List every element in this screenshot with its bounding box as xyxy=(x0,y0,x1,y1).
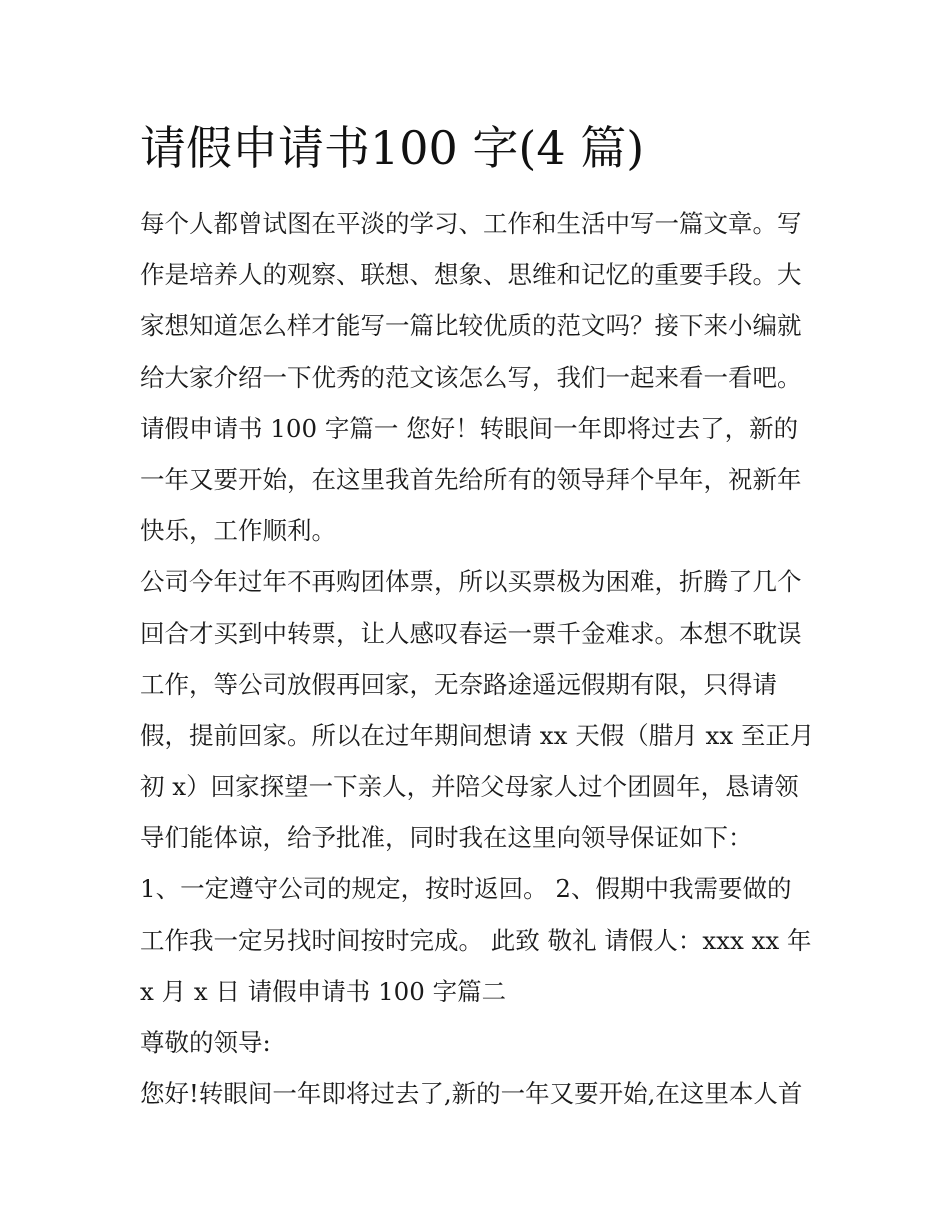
body-line: 初 x）回家探望一下亲人，并陪父母家人过个团圆年，恳请领 xyxy=(140,772,799,802)
body-line: 1、一定遵守公司的规定，按时返回。 2、假期中我需要做的 xyxy=(140,874,792,904)
body-line: x 月 x 日 请假申请书 100 字篇二 xyxy=(140,976,507,1006)
body-line: 假，提前回家。所以在过年期间想请 xx 天假（腊月 xx 至正月 xyxy=(140,720,815,750)
body-line: 给大家介绍一下优秀的范文该怎么写，我们一起来看一看吧。 xyxy=(140,362,802,392)
body-line: 公司今年过年不再购团体票，所以买票极为困难，折腾了几个 xyxy=(140,567,802,597)
body-line: 每个人都曾试图在平淡的学习、工作和生活中写一篇文章。写 xyxy=(140,209,802,238)
body-line: 请假申请书 100 字篇一 您好！转眼间一年即将过去了，新的 xyxy=(140,413,799,443)
body-line: 家想知道怎么样才能写一篇比较优质的范文吗？接下来小编就 xyxy=(140,311,802,341)
body-line: 回合才买到中转票，让人感叹春运一票千金难求。本想不耽误 xyxy=(140,618,802,648)
body-line: 尊敬的领导: xyxy=(140,1028,271,1057)
body-line: 作是培养人的观察、联想、想象、思维和记忆的重要手段。大 xyxy=(140,260,802,290)
document-body xyxy=(140,198,815,1119)
body-line: 导们能体谅，给予批准，同时我在这里向领导保证如下： xyxy=(140,823,753,853)
body-line: 您好!转眼间一年即将过去了,新的一年又要开始,在这里本人首 xyxy=(140,1079,803,1109)
document-title: 请假申请书100 字(4 篇) xyxy=(140,121,645,175)
body-line: 快乐，工作顺利。 xyxy=(140,516,336,546)
body-line: 一年又要开始，在这里我首先给所有的领导拜个早年，祝新年 xyxy=(140,464,802,494)
body-line: 工作我一定另找时间按时完成。 此致 敬礼 请假人：xxx xx 年 xyxy=(140,925,812,955)
body-line: 工作，等公司放假再回家，无奈路途遥远假期有限，只得请 xyxy=(140,669,777,699)
